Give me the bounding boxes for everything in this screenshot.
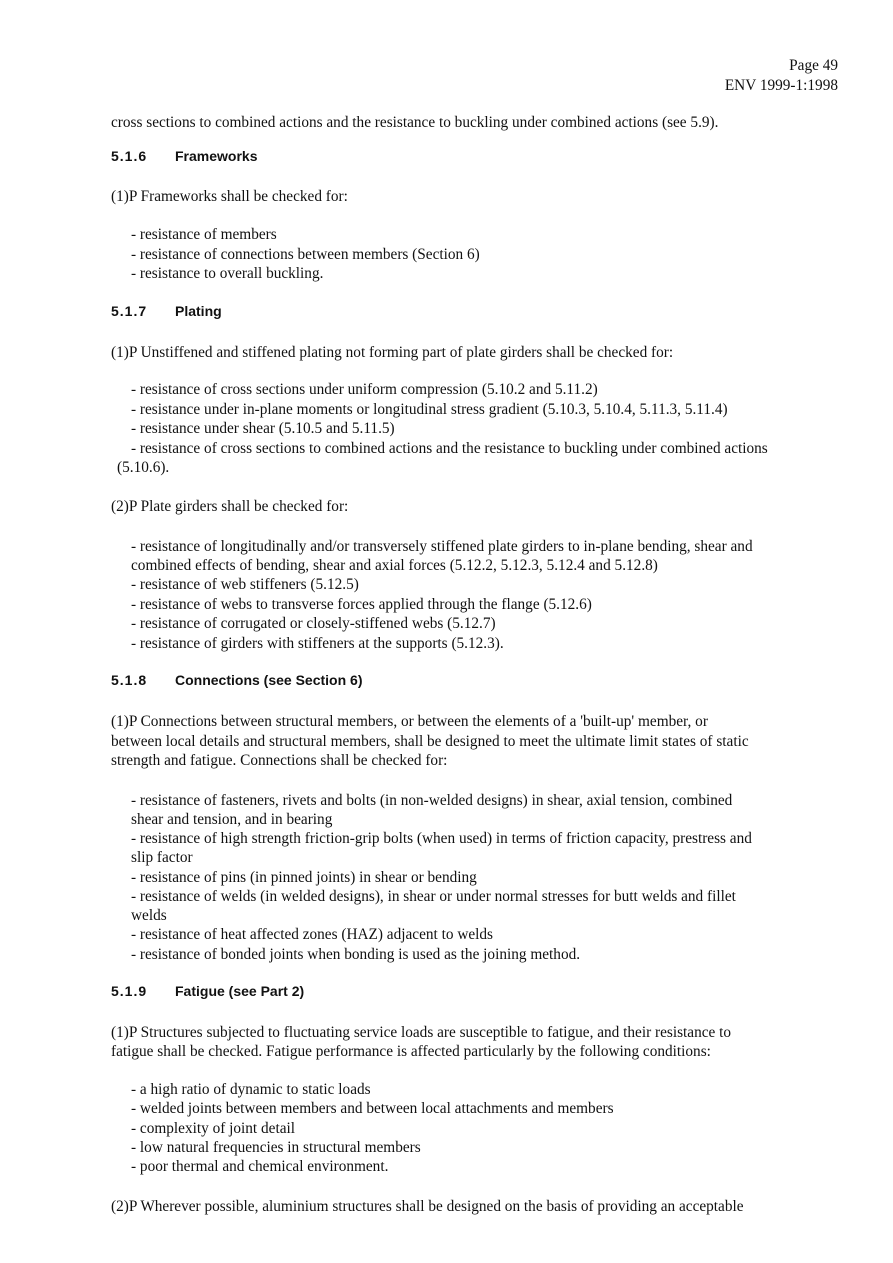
- document-code: ENV 1999-1:1998: [724, 77, 838, 94]
- section-number: 5.1.6: [111, 148, 148, 164]
- list-item-continuation: welds: [131, 907, 167, 924]
- paragraph: (2)P Wherever possible, aluminium structures shall be designed on the basis of providing an acceptable: [111, 1198, 744, 1215]
- section-title: Frameworks: [175, 148, 258, 164]
- paragraph: (1)P Frameworks shall be checked for:: [111, 188, 348, 205]
- list-item: - resistance of connections between members (Section 6): [131, 246, 480, 263]
- section-title: Connections (see Section 6): [175, 672, 363, 688]
- list-item: - resistance of high strength friction-grip bolts (when used) in terms of friction capacity, prestress and: [131, 830, 752, 847]
- list-item: - resistance of heat affected zones (HAZ) adjacent to welds: [131, 926, 494, 943]
- paragraph-line: (1)P Structures subjected to fluctuating service loads are susceptible to fatigue, and their resistance to: [111, 1024, 732, 1041]
- list-item: - resistance of bonded joints when bonding is used as the joining method.: [131, 946, 581, 963]
- list-item: - resistance of longitudinally and/or transversely stiffened plate girders to in-plane bending, shear and: [131, 538, 753, 555]
- list-item-continuation: shear and tension, and in bearing: [131, 811, 333, 828]
- intro-paragraph: cross sections to combined actions and the resistance to buckling under combined actions (see 5.9).: [111, 114, 719, 131]
- list-item: - resistance under in-plane moments or longitudinal stress gradient (5.10.3, 5.10.4, 5.11.3, 5.11.4): [131, 401, 728, 418]
- list-item: - resistance of welds (in welded designs), in shear or under normal stresses for butt welds and fillet: [131, 888, 736, 905]
- list-item-continuation: (5.10.6).: [117, 459, 170, 476]
- section-number: 5.1.7: [111, 303, 148, 319]
- list-item-continuation: slip factor: [131, 849, 193, 866]
- list-item: - resistance of pins (in pinned joints) in shear or bending: [131, 869, 477, 886]
- paragraph: (2)P Plate girders shall be checked for:: [111, 498, 349, 515]
- section-heading-5-1-8: [111, 672, 362, 688]
- list-item: - welded joints between members and between local attachments and members: [131, 1100, 614, 1117]
- section-title: Plating: [175, 303, 222, 319]
- paragraph: (1)P Unstiffened and stiffened plating not forming part of plate girders shall be checked for:: [111, 344, 674, 361]
- list-item: - resistance to overall buckling.: [131, 265, 324, 282]
- paragraph-line: fatigue shall be checked. Fatigue performance is affected particularly by the following conditions:: [111, 1043, 711, 1060]
- list-item: - resistance of members: [131, 226, 277, 243]
- list-item: - a high ratio of dynamic to static loads: [131, 1081, 371, 1098]
- paragraph-line: strength and fatigue. Connections shall be checked for:: [111, 752, 448, 769]
- list-item: - resistance of cross sections under uniform compression (5.10.2 and 5.11.2): [131, 381, 598, 398]
- paragraph-line: (1)P Connections between structural members, or between the elements of a 'built-up' member, or: [111, 713, 708, 730]
- list-item: - poor thermal and chemical environment.: [131, 1158, 389, 1175]
- list-item: - resistance of cross sections to combined actions and the resistance to buckling under combined actions: [131, 440, 768, 457]
- section-heading-5-1-6: [111, 148, 257, 164]
- list-item-continuation: combined effects of bending, shear and axial forces (5.12.2, 5.12.3, 5.12.4 and 5.12.8): [131, 557, 658, 574]
- list-item: - low natural frequencies in structural members: [131, 1139, 421, 1156]
- paragraph-line: between local details and structural members, shall be designed to meet the ultimate limit states of static: [111, 733, 749, 750]
- section-heading-5-1-9: [111, 983, 304, 999]
- page-number: Page 49: [789, 57, 838, 74]
- list-item: - complexity of joint detail: [131, 1120, 295, 1137]
- list-item: - resistance of webs to transverse forces applied through the flange (5.12.6): [131, 596, 592, 613]
- list-item: - resistance under shear (5.10.5 and 5.11.5): [131, 420, 395, 437]
- list-item: - resistance of corrugated or closely-stiffened webs (5.12.7): [131, 615, 496, 632]
- list-item: - resistance of web stiffeners (5.12.5): [131, 576, 359, 593]
- section-heading-5-1-7: [111, 303, 222, 319]
- section-number: 5.1.8: [111, 672, 148, 688]
- section-number: 5.1.9: [111, 983, 148, 999]
- section-title: Fatigue (see Part 2): [175, 983, 305, 999]
- list-item: - resistance of girders with stiffeners at the supports (5.12.3).: [131, 635, 504, 652]
- list-item: - resistance of fasteners, rivets and bolts (in non-welded designs) in shear, axial tension, combined: [131, 792, 733, 809]
